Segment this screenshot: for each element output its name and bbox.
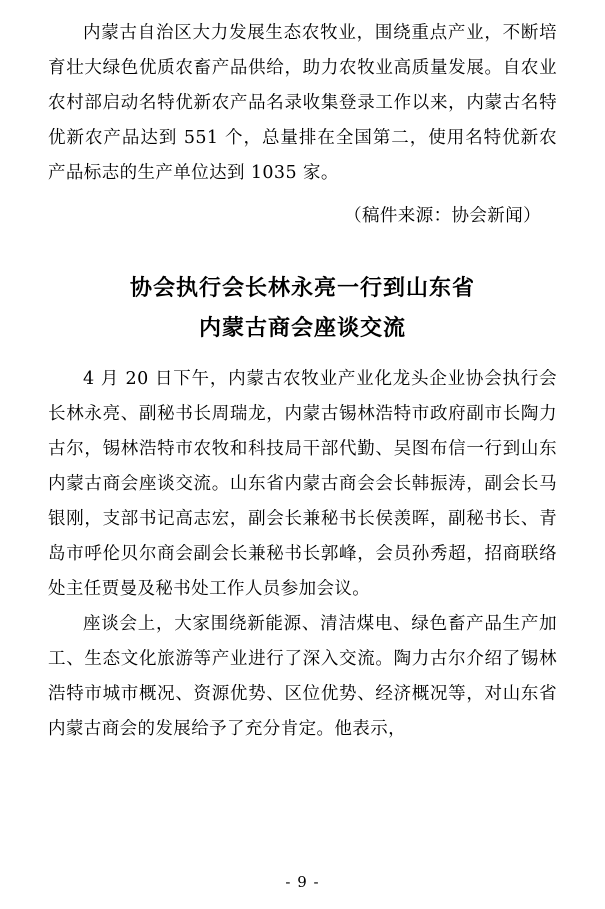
page-number: - 9 - [285, 873, 320, 891]
article-headline [48, 268, 557, 348]
headline-line-2: 内蒙古商会座谈交流 [198, 315, 406, 341]
headline-line-1: 协会执行会长林永亮一行到山东省 [129, 275, 475, 301]
paragraph-body-2: 座谈会上，大家围绕新能源、清洁煤电、绿色畜产品生产加工、生态文化旅游等产业进行了深入交流。陶力古尔介绍了锡林浩特市城市概况、资源优势、区位优势、经济概况等，对山东省内蒙古商会的发展给予了充分肯定。他表示， [48, 614, 557, 739]
paragraph-intro: 内蒙古自治区大力发展生态农牧业，围绕重点产业，不断培育壮大绿色优质农畜产品供给，助力农牧业高质量发展。自农业农村部启动名特优新农产品名录收集登录工作以来，内蒙古名特优新农产品达到 551 个，总量排在全国第二，使用名特优新农产品标志的生产单位达到 1035 家。 [48, 23, 557, 183]
paragraph-body-1: 4 月 20 日下午，内蒙古农牧业产业化龙头企业协会执行会长林永亮、副秘书长周瑞龙，内蒙古锡林浩特市政府副市长陶力古尔，锡林浩特市农牧和科技局干部代勤、吴图布信一行到山东内蒙古商会座谈交流。山东省内蒙古商会会长韩振涛，副会长马银刚，支部书记高志宏，副会长兼秘书长侯羡晖，副秘书长、青岛市呼伦贝尔商会副会长兼秘书长郭峰，会员孙秀超，招商联络处主任贾曼及秘书处工作人员参加会议。 [48, 369, 557, 599]
source-attribution: （稿件来源：协会新闻） [344, 206, 541, 226]
article-body [48, 362, 557, 747]
